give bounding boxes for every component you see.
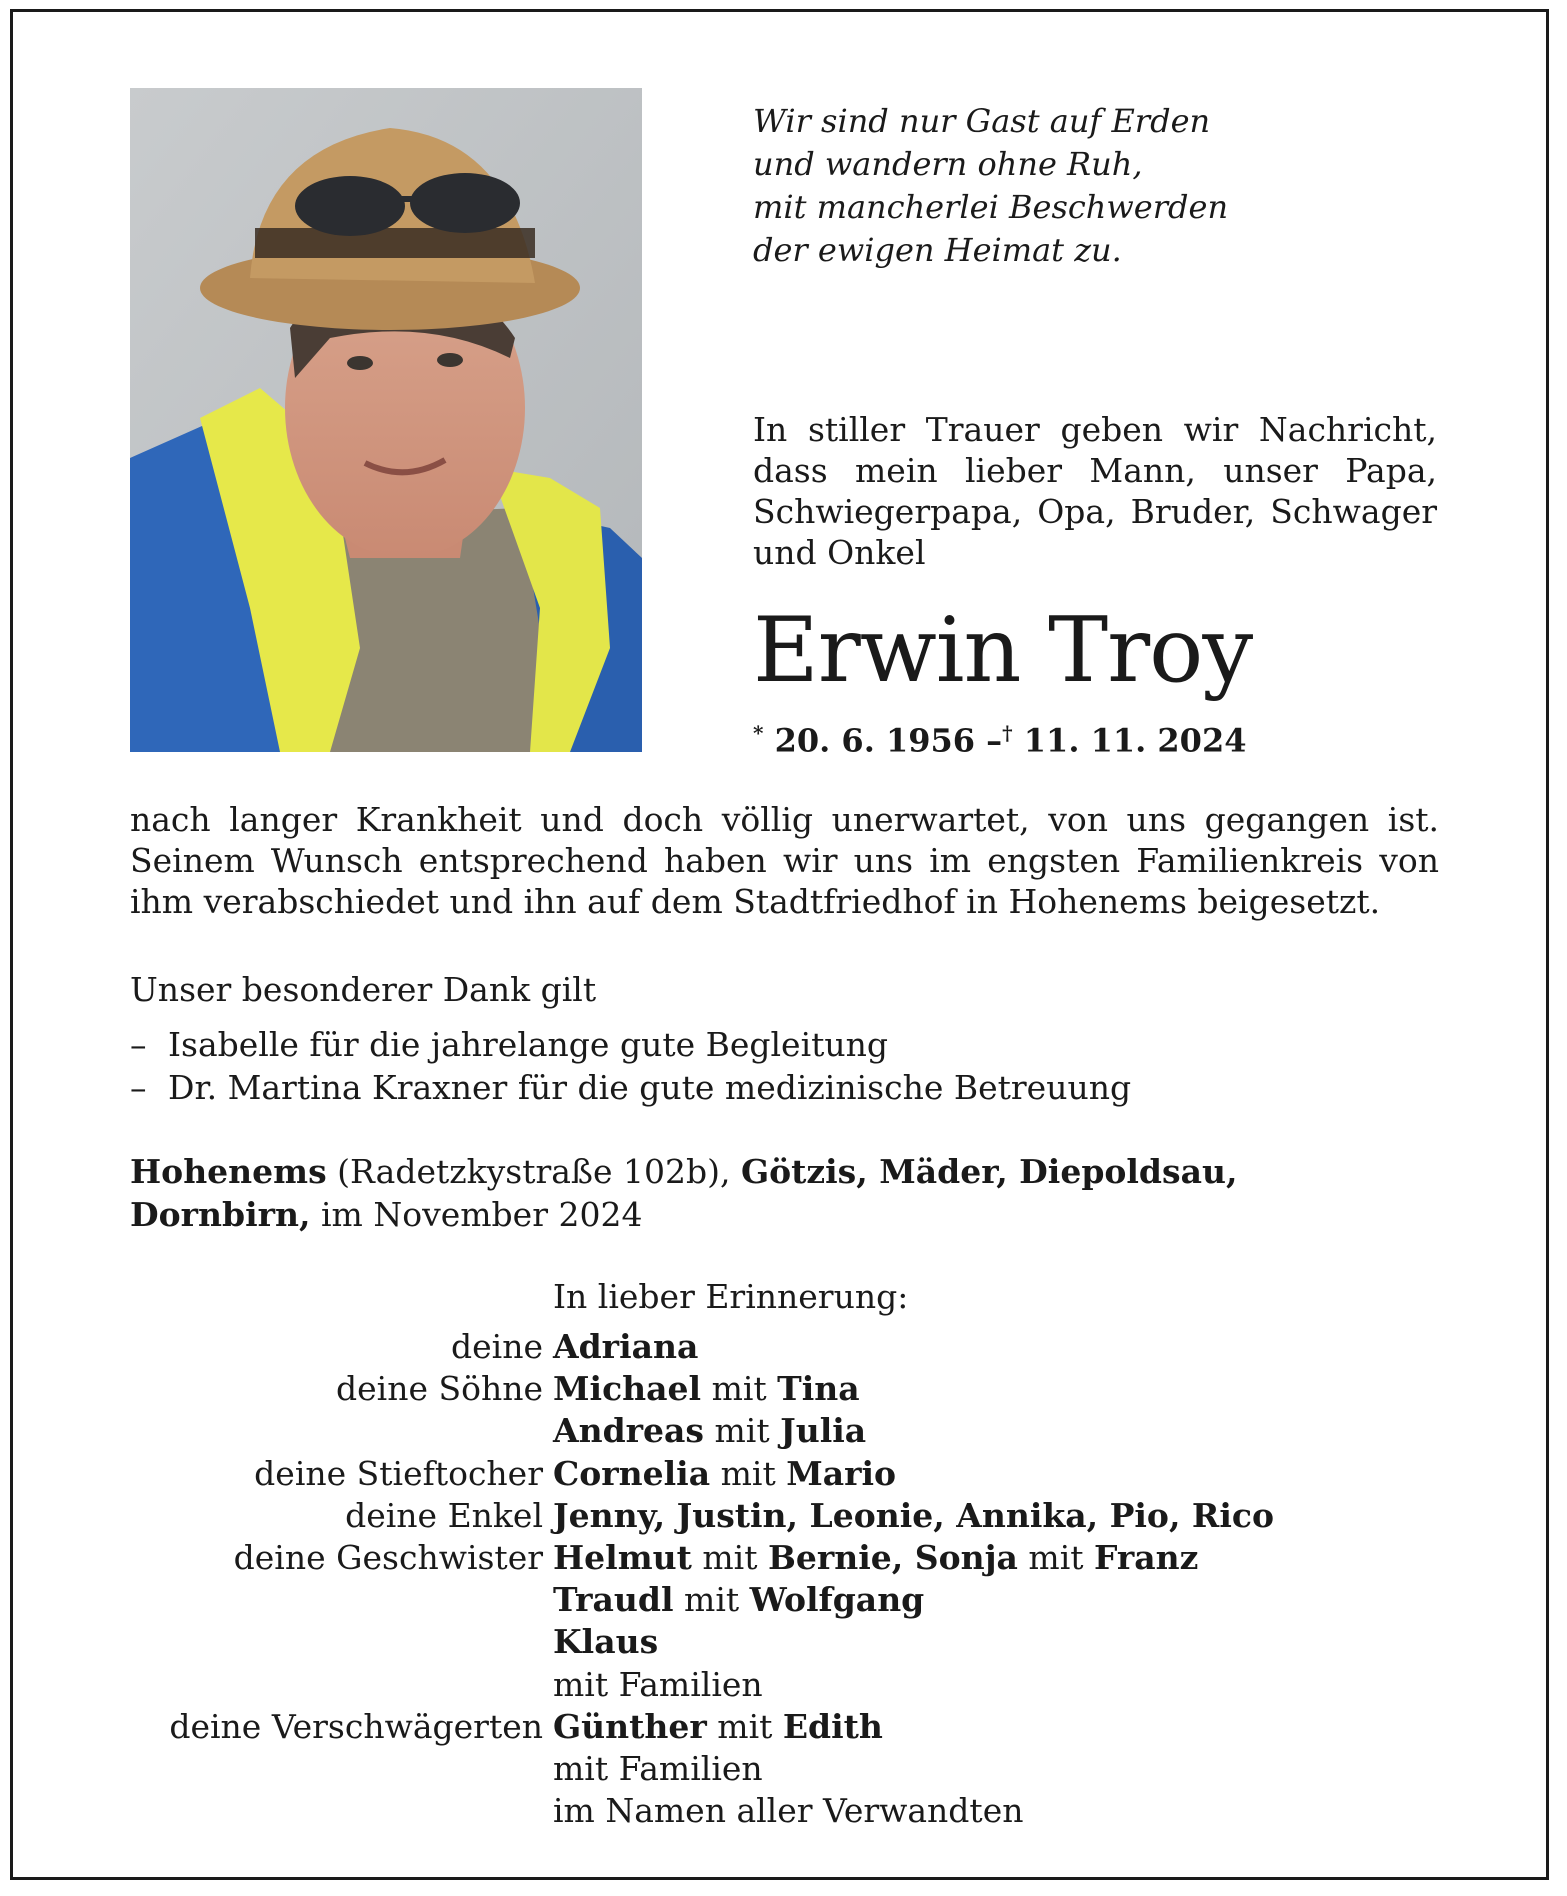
mourner-name: Michael [553,1369,702,1409]
mourner-row [130,1537,1330,1579]
thanks-item [130,1066,1131,1109]
mourner-name: Mario [786,1453,897,1493]
place-line-2 [130,1193,1237,1236]
mourner-connector: mit [706,1706,783,1746]
mourner-name: Julia [780,1411,867,1451]
place-town-2: Dornbirn, [130,1195,311,1234]
death-date: 11. 11. 2024 [1023,721,1247,760]
mourner-names [553,1495,1274,1537]
place-address: (Radetzkystraße 102b), [337,1152,731,1191]
mourner-row [130,1453,1330,1495]
mourner-connector: mit [691,1538,768,1578]
poem-line: mit mancherlei Beschwerden [753,188,1229,226]
mourner-row [130,1410,1330,1452]
mourners-list [130,1326,1330,1832]
mourner-names [553,1326,698,1368]
thanks-intro: Unser besonderer Dank gilt [130,970,597,1009]
mourner-name: Andreas [553,1411,705,1451]
mourner-connector: mit [710,1453,787,1493]
place-and-date [130,1150,1237,1236]
place-towns: Götzis, Mäder, Diepoldsau, [740,1152,1238,1191]
mourner-row [130,1495,1330,1537]
mourner-name: Bernie, Sonja [767,1538,1018,1578]
mourner-name: Traudl [553,1580,674,1620]
portrait-photo [130,88,642,752]
mourner-connector: mit [704,1411,781,1451]
mourner-connector: mit Familien [553,1664,763,1704]
place-line-1 [130,1150,1237,1193]
mourner-name: Klaus [553,1622,659,1662]
mourner-relation: deine Verschwägerten [169,1706,543,1746]
place-date: im November 2024 [321,1195,643,1234]
mourner-row [130,1326,1330,1368]
mourner-name: Helmut [553,1538,692,1578]
poem-line: und wandern ohne Ruh, [753,145,1143,183]
mourners-intro: In lieber Erinnerung: [553,1277,909,1316]
mourner-names [553,1706,883,1748]
mourner-names [553,1748,763,1790]
poem-line: Wir sind nur Gast auf Erden [753,102,1211,140]
thanks-item [130,1023,1131,1066]
mourner-row [130,1790,1330,1832]
mourner-relation [130,1790,553,1832]
place-town: Hohenems [130,1152,327,1191]
mourner-name: Adriana [553,1327,699,1366]
mourner-relation: deine Enkel [345,1495,543,1535]
mourner-name: Jenny, Justin, Leonie, Annika, Pio, Rico [553,1495,1274,1535]
mourner-connector: mit Familien [553,1749,763,1789]
mourner-row [130,1664,1330,1706]
deceased-name: Erwin Troy [753,598,1253,703]
mourner-name: Wolfgang [749,1580,925,1620]
list-bullet: – [130,1025,147,1064]
mourner-names [553,1368,860,1410]
thanks-list [130,1023,1131,1109]
mourner-relation [130,1748,553,1790]
mourner-connector: mit [673,1580,750,1620]
mourner-connector: im Namen aller Verwandten [553,1791,1024,1831]
mourner-name: Edith [782,1706,883,1746]
mourner-relation [130,1621,553,1663]
mourner-relation: deine Geschwister [233,1538,543,1578]
mourner-names [553,1579,924,1621]
mourner-relation: deine Stieftocher [254,1453,543,1493]
mourner-name: Günther [553,1706,707,1746]
mourner-names [553,1664,763,1706]
life-dates [753,721,1246,760]
mourner-name: Tina [777,1369,860,1409]
mourner-relation [130,1664,553,1706]
memorial-poem [753,100,1228,272]
mourner-names [553,1453,896,1495]
mourner-names [553,1410,866,1452]
mourner-relation [130,1410,553,1452]
mourner-relation [130,1579,553,1621]
mourner-connector: mit [1017,1538,1094,1578]
mourner-row [130,1706,1330,1748]
poem-line: der ewigen Heimat zu. [753,231,1122,269]
thanks-item-text: Isabelle für die jahrelange gute Begleitung [168,1025,889,1064]
mourner-name: Cornelia [553,1453,711,1493]
mourner-relation: deine [451,1327,543,1366]
thanks-item-text: Dr. Martina Kraxner für die gute medizinische Betreuung [168,1068,1132,1107]
mourner-row [130,1579,1330,1621]
mourner-name: Franz [1094,1538,1199,1578]
mourner-row [130,1621,1330,1663]
mourner-names [553,1790,1023,1832]
announcement-text: In stiller Trauer geben wir Nachricht, dass mein lieber Mann, unser Papa, Schwiegerpapa, Opa, Bruder, Schwager und Onkel [753,410,1437,572]
birth-symbol: * [753,721,764,745]
mourner-names [553,1537,1198,1579]
mourner-relation: deine Söhne [336,1369,543,1409]
death-symbol: † [1002,721,1013,745]
birth-date: 20. 6. 1956 [774,721,976,760]
list-bullet: – [130,1068,147,1107]
body-text: nach langer Krankheit und doch völlig unerwartet, von uns gegangen ist. Seinem Wunsch entsprechend haben wir uns im engsten Familienkreis von ihm verabschiedet und ihn auf dem Stadtfriedhof in Hohenems beigesetzt. [130,800,1439,921]
mourner-connector: mit [701,1369,778,1409]
mourner-names [553,1621,658,1663]
mourner-row [130,1368,1330,1410]
mourner-row [130,1748,1330,1790]
date-separator: – [986,721,1003,760]
